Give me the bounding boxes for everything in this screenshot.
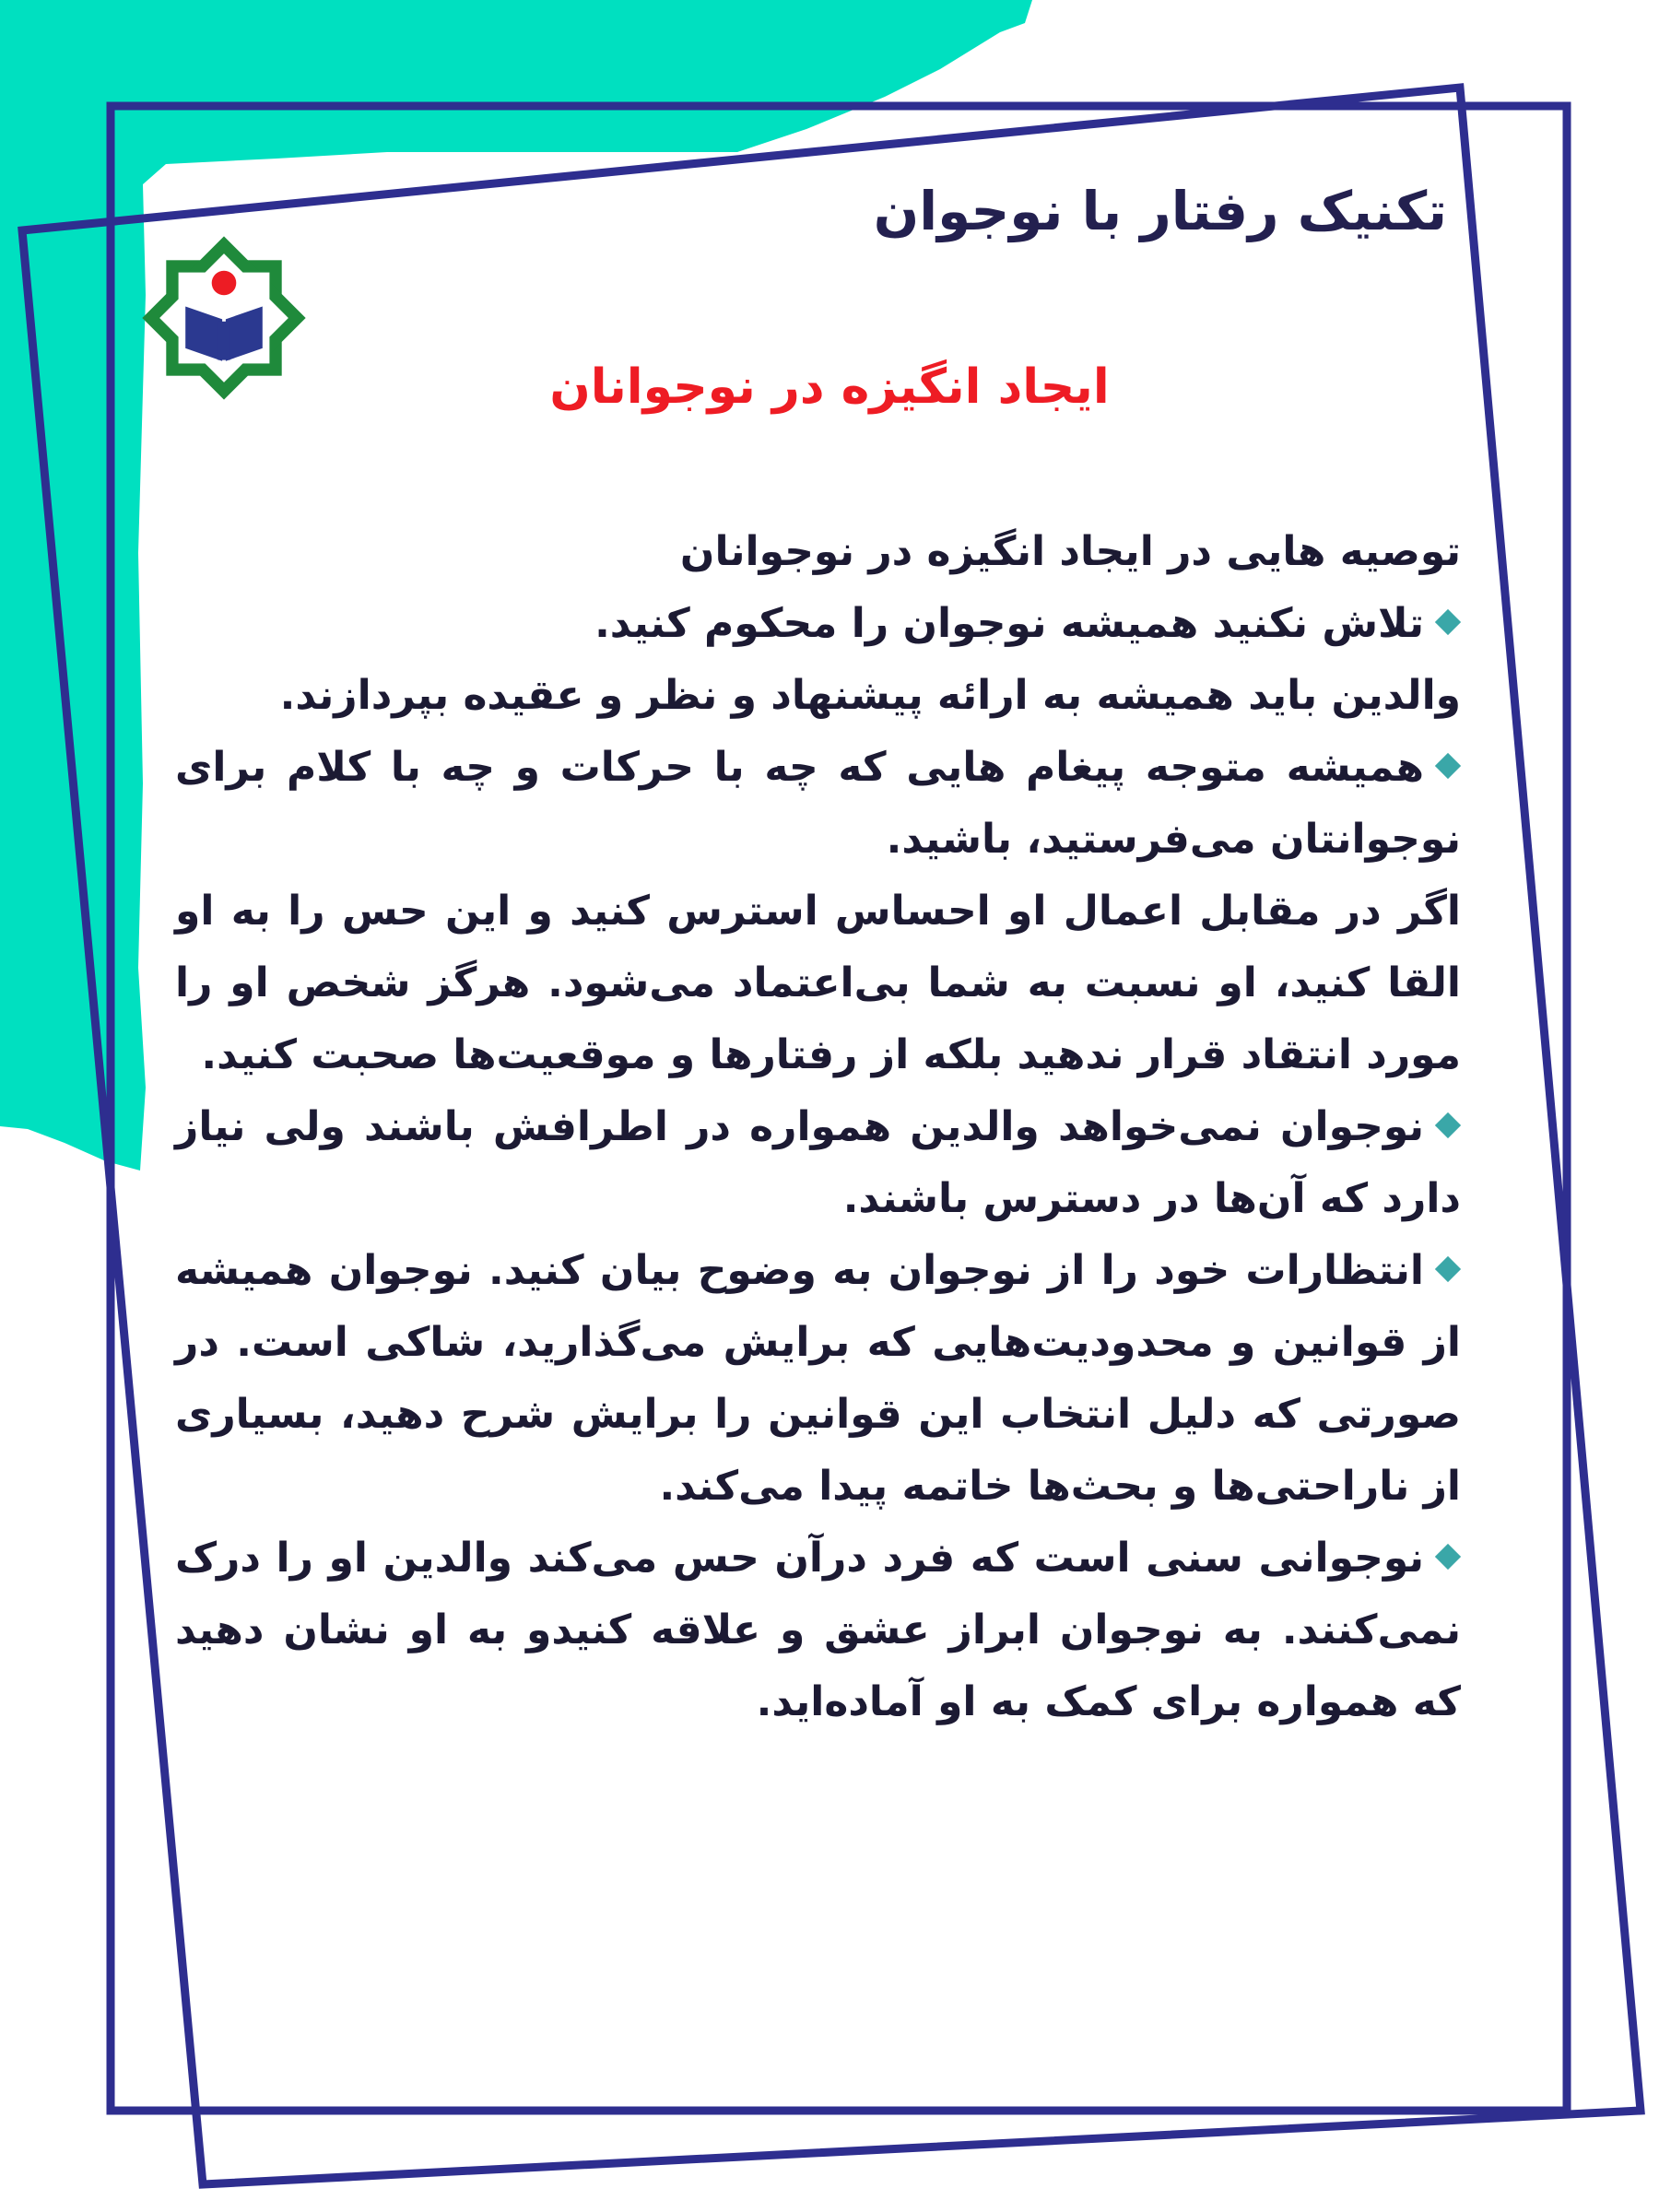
diamond-bullet-icon	[1435, 1544, 1461, 1570]
recommendation-paragraph	[175, 876, 1461, 1091]
recommendation-paragraph	[175, 1523, 1461, 1738]
content-body	[175, 516, 1461, 1738]
paragraph-text: والدین باید همیشه به ارائه پیشنهاد و نظر و عقیده بپردازند.	[279, 672, 1461, 719]
paragraph-text: همیشه متوجه پیغام هایی که چه با حرکات و چه با کلام برای نوجوانتان می‌فرستید، باشید.	[175, 744, 1461, 863]
recommendations-list	[175, 588, 1461, 1738]
paragraph-text: اگر در مقابل اعمال او احساس استرس کنید و این حس را به او القا کنید، او نسبت به شما بی‌اعتماد می‌شود. هرگز شخص او را مورد انتقاد قرار ندهید بلکه از رفتارها و موقعیت‌ها صحبت کنید.	[175, 888, 1461, 1078]
recommendation-paragraph	[175, 588, 1461, 660]
recommendation-paragraph	[175, 1091, 1461, 1235]
recommendation-paragraph	[175, 660, 1461, 732]
paragraph-text: نوجوانی سنی است که فرد درآن حس می‌کند والدین او را درک نمی‌کنند. به نوجوان ابراز عشق و علاقه کنیدو به او نشان دهید که همواره برای کمک به او آماده‌اید.	[175, 1535, 1461, 1725]
recommendation-paragraph	[175, 732, 1461, 876]
page-subtitle: ایجاد انگیزه در نوجوانان	[549, 359, 1110, 415]
diamond-bullet-icon	[1435, 609, 1461, 635]
diamond-bullet-icon	[1435, 753, 1461, 779]
diamond-bullet-icon	[1435, 1112, 1461, 1138]
intro-line: توصیه هایی در ایجاد انگیزه در نوجوانان	[679, 528, 1461, 575]
page-title: تکنیک رفتار با نوجوان	[873, 180, 1447, 242]
paragraph-text: تلاش نکنید همیشه نوجوان را محکوم کنید.	[594, 600, 1424, 647]
diamond-bullet-icon	[1435, 1256, 1461, 1282]
recommendation-paragraph	[175, 1235, 1461, 1523]
paragraph-text: انتظارات خود را از نوجوان به وضوح بیان کنید. نوجوان همیشه از قوانین و محدودیت‌هایی که برایش می‌گذارید، شاکی است. در صورتی که دلیل انتخاب این قوانین را برایش شرح دهید، بسیاری از ناراحتی‌ها و بحث‌ها خاتمه پیدا می‌کند.	[175, 1247, 1461, 1510]
paragraph-text: نوجوان نمی‌خواهد والدین همواره در اطرافش باشند ولی نیاز دارد که آن‌ها در دسترس باشند.	[175, 1103, 1461, 1222]
